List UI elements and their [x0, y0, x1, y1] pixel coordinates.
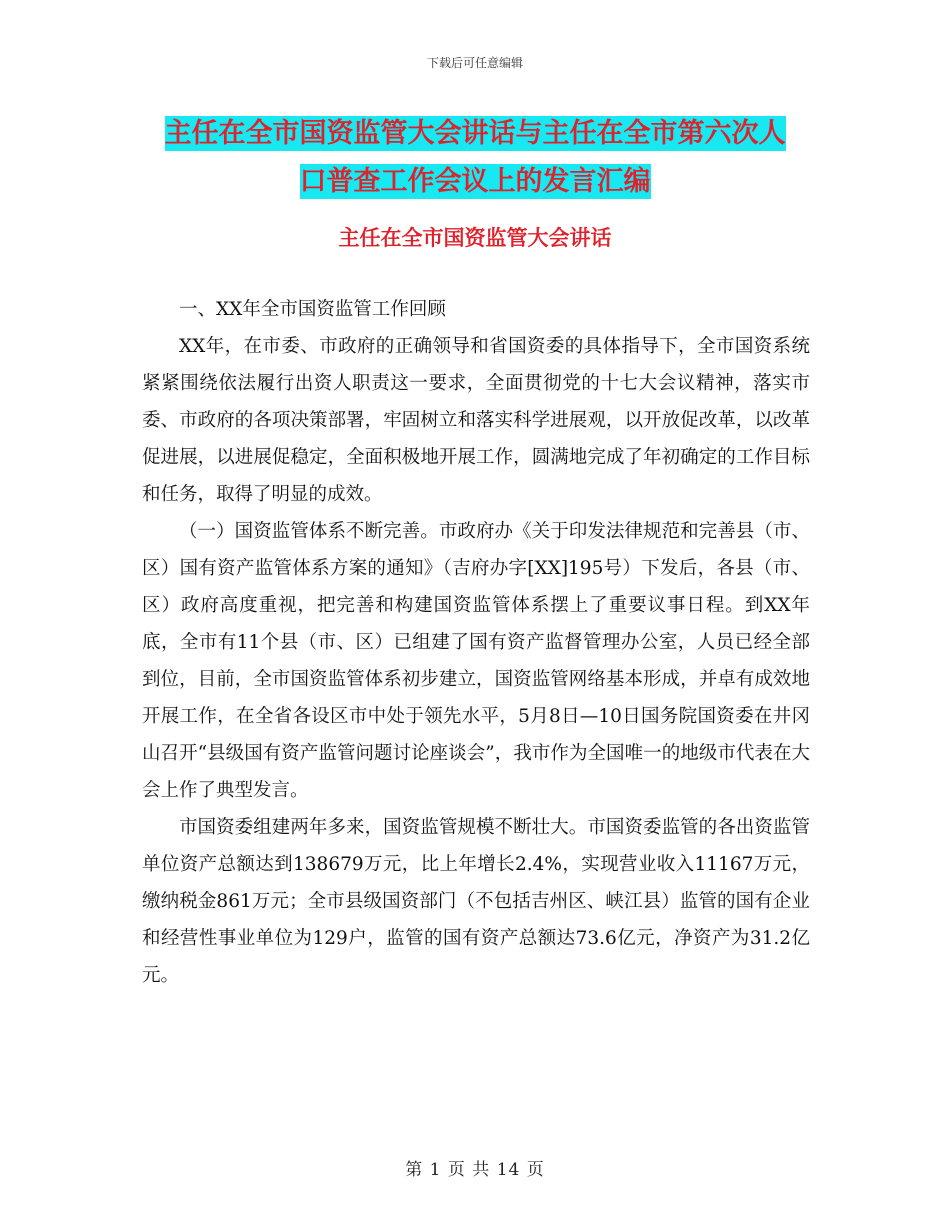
heading-review: 一、XX年全市国资监管工作回顾: [179, 299, 446, 320]
title-line-1: 主任在全市国资监管大会讲话与主任在全市第六次人: [164, 118, 786, 149]
page-footer: 第 1 页 共 14 页: [405, 1160, 545, 1180]
paragraph-1: XX年，在市委、市政府的正确领导和省国资委的具体指导下，全市国资系统紧紧围绕依法履行出资人职责这一要求，全面贯彻党的十七大会议精神，落实市委、市政府的各项决策部署，牢固树立和落实科学进展观，以开放促改革，以改革促进展，以进展促稳定，全面积极地开展工作，圆满地完成了年初确定的工作目标和任务，取得了明显的成效。: [142, 336, 810, 505]
title-line-2: 口普查工作会议上的发言汇编: [299, 166, 651, 197]
section-title: 主任在全市国资监管大会讲话: [338, 225, 612, 250]
document-body: [142, 291, 810, 994]
header-note: 下载后可任意编辑: [426, 56, 523, 70]
paragraph-2: （一）国资监管体系不断完善。市政府办《关于印发法律规范和完善县（市、区）国有资产监管体系方案的通知》（吉府办字[XX]195号）下发后，各县（市、区）政府高度重视，把完善和构建国资监管体系摆上了重要议事日程。到XX年底，全市有11个县（市、区）已组建了国有资产监督管理办公室，人员已经全部到位，目前，全市国资监管体系初步建立，国资监管网络基本形成，并卓有成效地开展工作，在全省各设区市中处于领先水平，5月8日—10日国务院国资委在井冈山召开“县级国有资产监管问题讨论座谈会”，我市作为全国唯一的地级市代表在大会上作了典型发言。: [142, 521, 810, 801]
paragraph-3: 市国资委组建两年多来，国资监管规模不断壮大。市国资委监管的各出资监管单位资产总额达到138679万元，比上年增长2.4%，实现营业收入11167万元，缴纳税金861万元；全市县级国资部门（不包括吉州区、峡江县）监管的国有企业和经营性事业单位为129户，监管的国有资产总额达73.6亿元，净资产为31.2亿元。: [142, 817, 810, 986]
document-title: [140, 110, 810, 206]
